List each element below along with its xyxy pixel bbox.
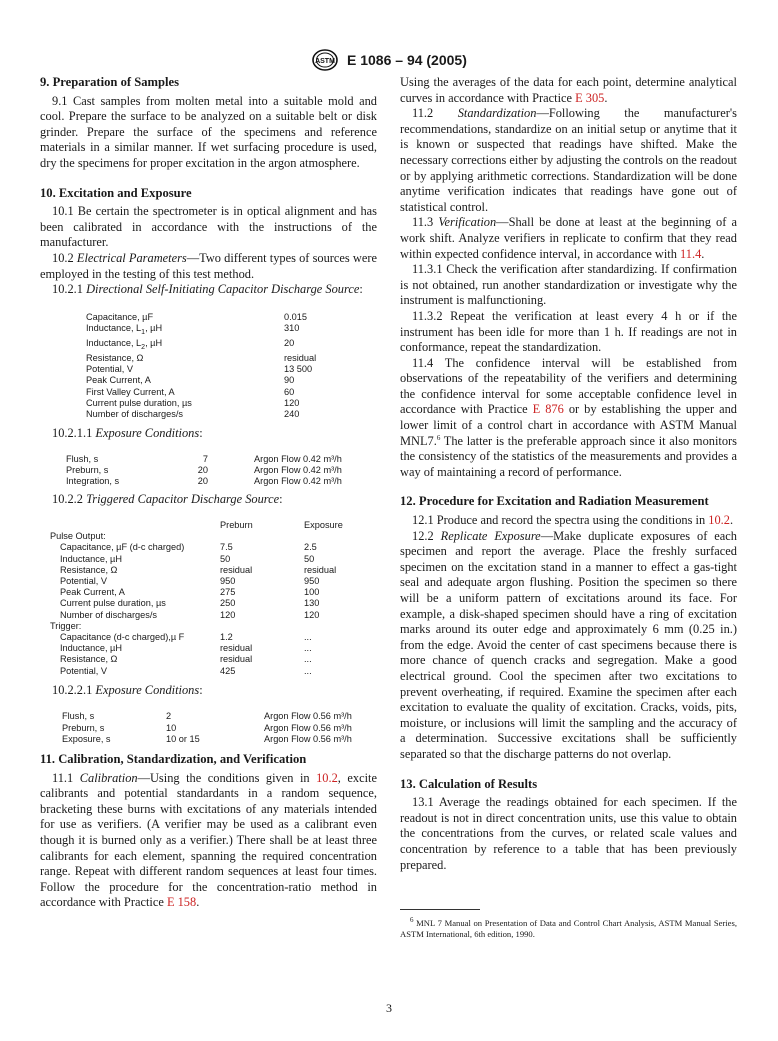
paragraph-9-1: 9.1 Cast samples from molten metal into a suitable mold and cool. Prepare the surface to be analyzed on a suitable belt or disk grinder. Prepare the surface of the specimens and reference materials in a similar manner. If wet surfacing procedure is used, dry the specimens for proper excitation in the argon atmosphere.	[40, 93, 377, 170]
footnote-6: $^6$ MNL 7 Manual on Presentation of Data and Control Chart Analysis, ASTM Manual Series, ASTM International, 6th edition, 1990.	[400, 916, 737, 940]
section-13-heading: 13. Calculation of Results	[400, 776, 538, 791]
table-triggered-source: Preburn Exposure Pulse Output: Capacitance, µF (d-c charged) 7.5 2.5 Inductance, µH 50 50 Resistance, Ω residual residual Potential, V 950 950 Peak Current, A 275 100 Current pulse duration, µs 250 130 Number of discharges/s 120 120 Trigger: Capacitance (d-c charged),µ F 1.2 ... Inductance, µH residual ... Resistance, Ω residual ... Potential, V 425 ...	[50, 520, 343, 676]
link-10-2-b[interactable]: 10.2	[708, 513, 730, 528]
link-10-2[interactable]: 10.2	[316, 770, 338, 785]
paragraph-10-2-1-1: 10.2.1.1 Exposure Conditions:	[52, 426, 203, 441]
link-e-305[interactable]: E 305	[575, 90, 605, 105]
section-12-heading: 12. Procedure for Excitation and Radiation Measurement	[400, 494, 709, 509]
standard-designation: E 1086 – 94 (2005)	[347, 52, 467, 68]
paragraph-11-2: 11.2 Standardization—Following the manufacturer's recommendations, standardize on an initial setup or anytime that it is known or suspected that readings have shifted. Make the necessary corrections either by adjusting the controls on the readout or by applying arithmetic corrections. Standardization will be done anytime verification indicates that readings have gone out of statistical control.	[400, 106, 737, 214]
paragraph-10-2-1: 10.2.1 Directional Self-Initiating Capacitor Discharge Source:	[52, 282, 363, 297]
paragraph-11-3: 11.3 Verification—Shall be done at least at the beginning of a work shift. Analyze verifiers in replicate to confirm that they read within expected confidence interval, in accordance with 11.4.	[400, 215, 737, 261]
section-9-heading: 9. Preparation of Samples	[40, 75, 179, 89]
table-exposure-conditions-1: Flush, s 7 Argon Flow 0.42 m³/h Preburn, s 20 Argon Flow 0.42 m³/h Integration, s 20 Argon Flow 0.42 m³/h	[66, 453, 342, 487]
table-self-initiating-source: Capacitance, µF 0.015 Inductance, $L_1$, µH 310 Inductance, $L_2$, µH 20 Resistance, Ω residual Potential, V 13 500 Peak Current, A 90 First Valley Current, A 60 Current pulse duration, µs 120 Number of discharges/s 240	[86, 311, 317, 419]
paragraph-10-2: 10.2 Electrical Parameters—Two different types of sources were employed in the testing of this test method.	[40, 250, 378, 281]
paragraph-11-1-continued: Using the averages of the data for each point, determine analytical curves in accordance with Practice E 305.	[400, 75, 737, 105]
paragraph-12-1: 12.1 Produce and record the spectra using the conditions in 10.2.	[412, 513, 734, 528]
paragraph-10-2-2: 10.2.2 Triggered Capacitor Discharge Source:	[52, 492, 283, 507]
link-e-876[interactable]: E 876	[532, 402, 564, 417]
section-11-heading: 11. Calibration, Standardization, and Verification	[40, 752, 307, 767]
svg-text:ASTM: ASTM	[315, 58, 336, 65]
page-number: 3	[386, 1001, 392, 1015]
astm-logo-icon	[311, 49, 339, 71]
paragraph-11-4: 11.4 The confidence interval will be established from observations of the repeatability of the verifiers and determining the confidence interval for some acceptable confidence level in accordance with Practice E 876 or by establishing the upper and lower limit of a control chart in accordance with ASTM Manual MNL7.$^6$ The latter is the preferable approach since it also monitors the consistency of the statistics of the measurements and provides a way of maintaining a record of performance.	[400, 355, 737, 479]
paragraph-10-1: 10.1 Be certain the spectrometer is in optical alignment and has been calibrated in accordance with the instructions of the manufacturer.	[40, 204, 377, 250]
paragraph-11-3-1: 11.3.1 Check the verification after standardizing. If confirmation is not obtained, run another standardization or investigate why the instrument is malfunctioning.	[400, 262, 737, 308]
link-11-4[interactable]: 11.4	[680, 246, 702, 261]
left-column	[40, 75, 377, 911]
page-header	[0, 49, 778, 71]
section-10-heading: 10. Excitation and Exposure	[40, 185, 192, 200]
table-exposure-conditions-2: Flush, s 2 Argon Flow 0.56 m³/h Preburn, s 10 Argon Flow 0.56 m³/h Exposure, s 10 or 15 Argon Flow 0.56 m³/h	[62, 711, 352, 744]
paragraph-11-1: 11.1 Calibration—Using the conditions given in 10.2, excite calibrants and potential standardants in a random sequence, bracketing these burns with excitations of any materials intended for use as verifiers. (A verifier may be used as a calibrant even though it is burned only as a verifier.) There shall be at least three calibrants for each element, spanning the required concentration range. Repeat with different random sequences at least four times. Follow the procedure for the concentration-ratio method in accordance with Practice E 158.	[40, 770, 377, 910]
paragraph-10-2-2-1: 10.2.2.1 Exposure Conditions:	[52, 682, 203, 697]
footnote-divider	[400, 909, 480, 910]
footnote-ref-6[interactable]: 6	[436, 433, 441, 442]
right-column	[400, 75, 737, 940]
paragraph-12-2: 12.2 Replicate Exposure—Make duplicate exposures of each specimen and report the average. Place the freshly surfaced specimen on the excitation stand in a manner to effect a gas-tight seal and adequate argon flushing. Position the specimen so there will be a uniform pattern of excitations around its face. For example, a disk-shaped specimen should have a ring of excitation marks around its outer edge and approximately 6 mm (0.25 in.) from the edge. Avoid the center of cast specimens because there is more chance of quench cracks and segregation. Make a good electrical ground. Cool the specimen after two excitations to prevent overheating, if required. Examine the specimen after each excitation to evaluate the quality of excitation. Cracks, voids, pits, moisture, or inclusions will limit the sampling and the accuracy of a determination. Successive excitations shall be sufficiently separated so that the discharge patterns do not overlap.	[400, 528, 737, 761]
link-e-158[interactable]: E 158	[166, 895, 197, 910]
paragraph-13-1: 13.1 Average the readings obtained for each specimen. If the readout is not in direct concentration units, use this value to obtain the concentrations from the curves, or related scale values and concentration by reference to a table that has been previously prepared.	[400, 795, 737, 872]
paragraph-11-3-2: 11.3.2 Repeat the verification at least every 4 h or if the instrument has been idle for more than 1 h. If readings are not in conformance, repeat the standardization.	[400, 308, 737, 355]
